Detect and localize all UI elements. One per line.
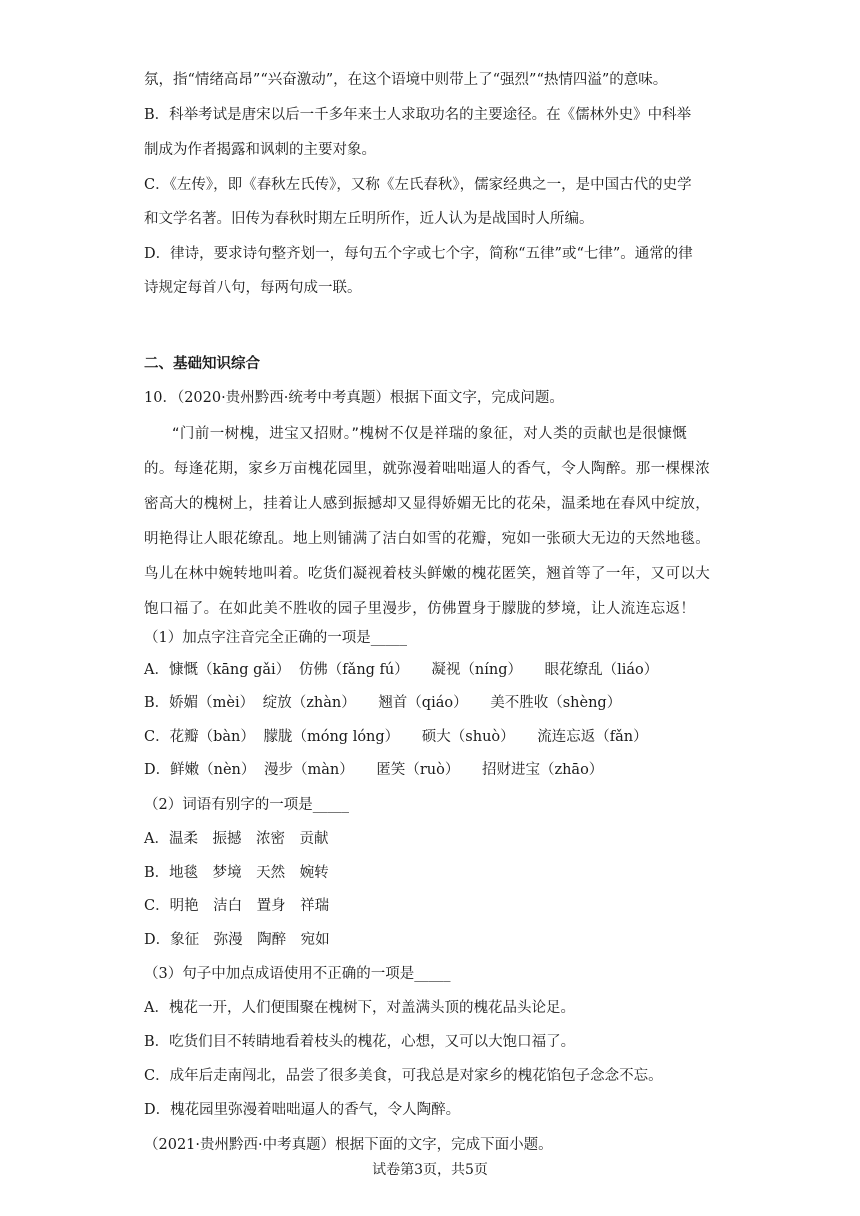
passage-line: 明艳得让人眼花缭乱。地上则铺满了洁白如雪的花瓣，宛如一张硕大无边的天然地毯。	[144, 531, 711, 547]
subquestion-1-option-a: A．慷慨（kāng gǎi） 仿佛（fǎng fú） 凝视（níng） 眼花缭乱（liáo）	[144, 662, 659, 678]
subquestion-2-prompt: （2）词语有别字的一项是_____	[144, 797, 349, 813]
passage-line: “门前一树槐，进宝又招财。”槐树不仅是祥瑞的象征，对人类的贡献也是很慷慨	[172, 426, 688, 442]
subquestion-3-option-a: A．槐花一开，人们便围聚在槐树下，对盖满头顶的槐花品头论足。	[144, 1000, 575, 1016]
passage-line: 鸟儿在林中婉转地叫着。吃货们凝视着枝头鲜嫩的槐花匿笑，翘首等了一年，又可以大	[144, 566, 711, 582]
option-b-line2: 制成为作者揭露和讽刺的主要对象。	[144, 142, 376, 158]
option-d-line1: D．律诗，要求诗句整齐划一，每句五个字或七个字，简称“五律”或“七律”。通常的律	[144, 246, 693, 262]
passage-line: 的。每逢花期，家乡万亩槐花园里，就弥漫着咄咄逼人的香气，令人陶醉。那一棵棵浓	[144, 461, 711, 477]
subquestion-1-option-d: D．鲜嫩（nèn） 漫步（màn） 匿笑（ruò） 招财进宝（zhāo）	[144, 762, 604, 778]
question-stem: 10．（2020·贵州黔西·统考中考真题）根据下面文字，完成问题。	[144, 390, 564, 406]
subquestion-2-option-b: B．地毯 梦境 天然 婉转	[144, 865, 329, 881]
option-d-line2: 诗规定每首八句，每两句成一联。	[144, 280, 362, 296]
subquestion-3-option-c: C．成年后走南闯北，品尝了很多美食，可我总是对家乡的槐花馅包子念念不忘。	[144, 1068, 663, 1084]
section-heading: 二、基础知识综合	[144, 356, 260, 372]
subquestion-2-option-a: A．温柔 振撼 浓密 贡献	[144, 831, 329, 847]
option-b-line1: B．科举考试是唐宋以后一千多年来士人求取功名的主要途径。在《儒林外史》中科举	[144, 107, 692, 123]
option-c-line2: 和文学名著。旧传为春秋时期左丘明所作，近人认为是战国时人所编。	[144, 211, 594, 227]
subquestion-3-option-b: B．吃货们目不转睛地看着枝头的槐花，心想，又可以大饱口福了。	[144, 1034, 576, 1050]
subquestion-2-option-c: C．明艳 洁白 置身 祥瑞	[144, 898, 330, 914]
page-footer: 试卷第3页，共5页	[372, 1162, 488, 1178]
subquestion-3-prompt: （3）句子中加点成语使用不正确的一项是_____	[144, 966, 451, 982]
text-line: 氛，指“情绪高昂”“兴奋激动”，在这个语境中则带上了“强烈”“热情四溢”的意味。	[144, 72, 668, 88]
option-c-line1: C．《左传》，即《春秋左氏传》，又称《左氏春秋》，儒家经典之一，是中国古代的史学	[144, 177, 692, 193]
subquestion-1-option-c: C．花瓣（bàn） 朦胧（móng lóng） 硕大（shuò） 流连忘返（fǎn）	[144, 729, 648, 745]
passage-line: 饱口福了。在如此美不胜收的园子里漫步，仿佛置身于朦胧的梦境，让人流连忘返！	[144, 601, 696, 617]
subquestion-1-option-b: B．娇媚（mèi） 绽放（zhàn） 翘首（qiáo） 美不胜收（shèng）	[144, 695, 622, 711]
subquestion-2-option-d: D．象征 弥漫 陶醉 宛如	[144, 932, 330, 948]
next-question-stem: （2021·贵州黔西·中考真题）根据下面的文字，完成下面小题。	[144, 1137, 553, 1153]
subquestion-1-prompt: （1）加点字注音完全正确的一项是_____	[144, 630, 407, 646]
passage-line: 密高大的槐树上，挂着让人感到振撼却又显得娇媚无比的花朵，温柔地在春风中绽放，	[144, 496, 711, 512]
subquestion-3-option-d: D．槐花园里弥漫着咄咄逼人的香气，令人陶醉。	[144, 1102, 461, 1118]
